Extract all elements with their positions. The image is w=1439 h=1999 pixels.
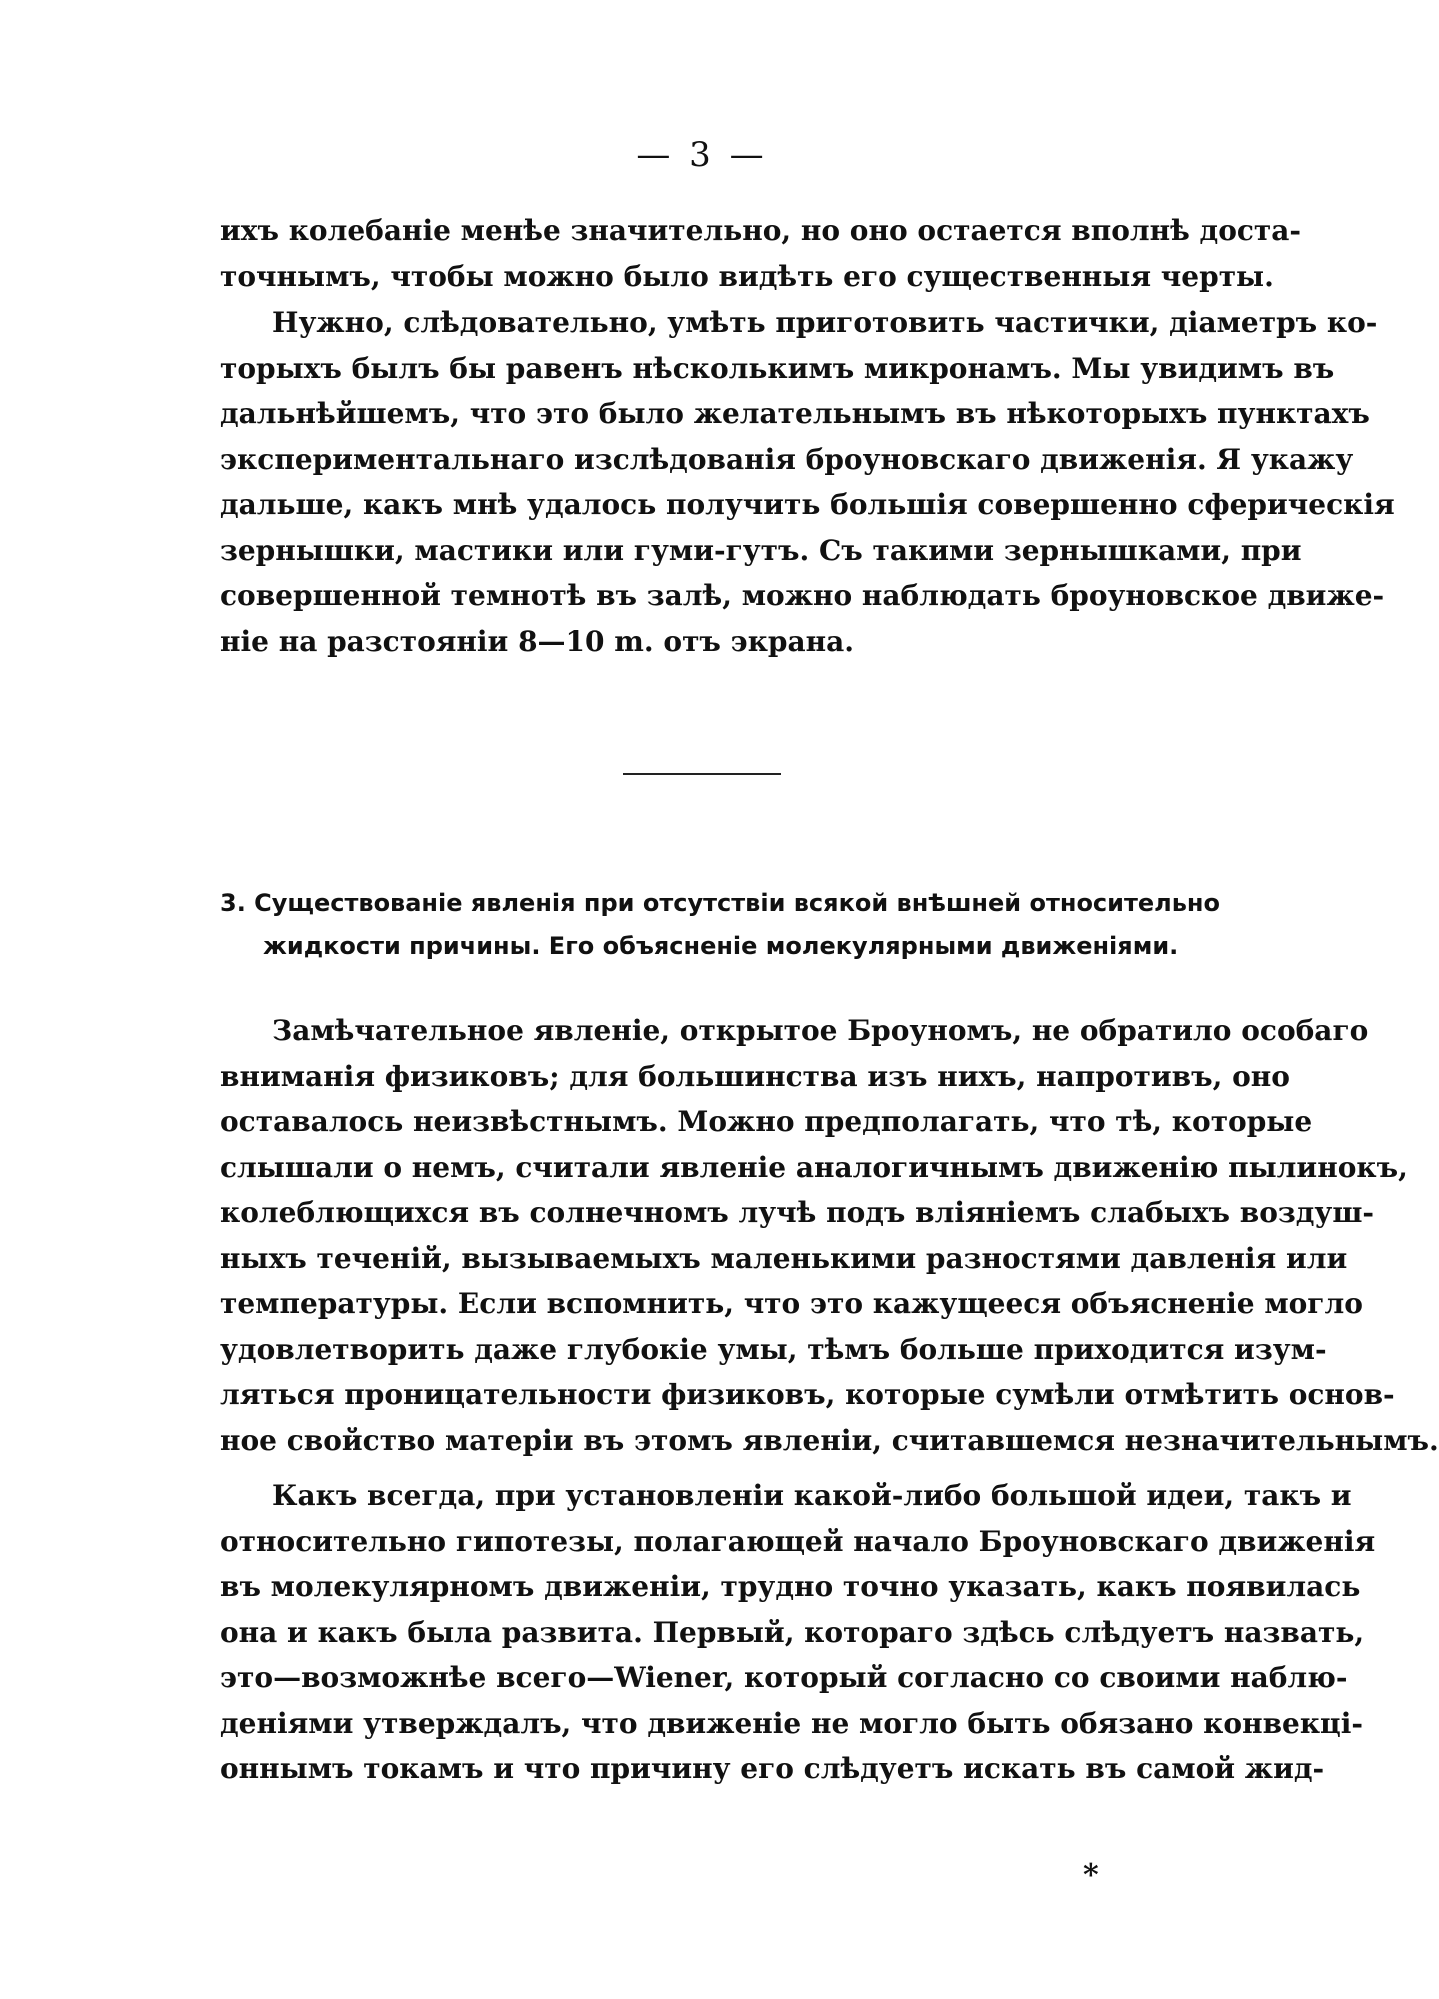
text-line: вниманія физиковъ; для большинства изъ нихъ, напротивъ, оно	[220, 1059, 1290, 1093]
text-line: Нужно, слѣдовательно, умѣть приготовить частички, діаметръ ко-	[272, 306, 1378, 339]
text-line: совершенной темнотѣ въ залѣ, можно наблюдать броуновское движе-	[220, 579, 1385, 612]
text-line: Замѣчательное явленіе, открытое Броуномъ, не обратило особаго	[272, 1014, 1369, 1047]
text-line: деніями утверждалъ, что движеніе не могло быть обязано конвекці-	[220, 1706, 1363, 1740]
text-line: точнымъ, чтобы можно было видѣть его существенныя черты.	[220, 259, 1274, 293]
text-line: оннымъ токамъ и что причину его слѣдуетъ искать въ самой жид-	[220, 1752, 1325, 1785]
signature-mark: *	[1083, 1858, 1099, 1893]
text-line: ныхъ теченій, вызываемыхъ маленькими разностями давленія или	[220, 1241, 1348, 1275]
paragraph-molecular-hypothesis	[220, 1473, 1376, 1792]
text-line: зернышки, мастики или гуми-гутъ. Съ такими зернышками, при	[220, 533, 1302, 567]
text-line: ное свойство матеріи въ этомъ явленіи, считавшемся незначительнымъ.	[220, 1423, 1439, 1457]
text-line: ихъ колебаніе менѣе значительно, но оно остается вполнѣ доста-	[220, 214, 1302, 247]
text-line: колеблющихся въ солнечномъ лучѣ подъ вліяніемъ слабыхъ воздуш-	[220, 1196, 1375, 1229]
heading-line: жидкости причины. Его объясненіе молекулярными движеніями.	[263, 932, 1179, 960]
text-line: дальше, какъ мнѣ удалось получить большія совершенно сферическія	[220, 488, 1395, 521]
paragraph-continuation	[220, 208, 1302, 299]
page-number: — 3 —	[636, 135, 768, 175]
paragraph-particles	[220, 300, 1395, 664]
text-line: ніе на разстояніи 8—10 m. отъ экрана.	[220, 624, 855, 658]
section-divider	[623, 773, 781, 775]
text-line: торыхъ былъ бы равенъ нѣсколькимъ микронамъ. Мы увидимъ въ	[220, 351, 1335, 385]
text-line: Какъ всегда, при установленіи какой-либо большой идеи, такъ и	[272, 1479, 1352, 1512]
text-line: въ молекулярномъ движеніи, трудно точно указать, какъ появилась	[220, 1570, 1361, 1603]
text-line: относительно гипотезы, полагающей начало Броуновскаго движенія	[220, 1524, 1376, 1558]
text-line: оставалось неизвѣстнымъ. Можно предполагать, что тѣ, которые	[220, 1105, 1313, 1138]
text-line: экспериментальнаго изслѣдованія броуновскаго движенія. Я укажу	[220, 442, 1354, 476]
text-line: это—возможнѣе всего—Wiener, который согласно со своими наблю-	[220, 1661, 1348, 1694]
paragraph-brown-phenomenon	[220, 1008, 1439, 1463]
text-line: дальнѣйшемъ, что это было желательнымъ въ нѣкоторыхъ пунктахъ	[220, 397, 1370, 430]
heading-line: 3. Существованіе явленія при отсутствіи всякой внѣшней относительно	[220, 889, 1220, 917]
text-line: слышали о немъ, считали явленіе аналогичнымъ движенію пылинокъ,	[220, 1150, 1408, 1184]
section-heading	[220, 882, 1220, 968]
text-line: удовлетворить даже глубокіе умы, тѣмъ больше приходится изум-	[220, 1332, 1327, 1366]
text-line: температуры. Если вспомнить, что это кажущееся объясненіе могло	[220, 1287, 1363, 1320]
text-line: ляться проницательности физиковъ, которые сумѣли отмѣтить основ-	[220, 1378, 1395, 1411]
text-line: она и какъ была развита. Первый, котораго здѣсь слѣдуетъ назвать,	[220, 1615, 1365, 1649]
